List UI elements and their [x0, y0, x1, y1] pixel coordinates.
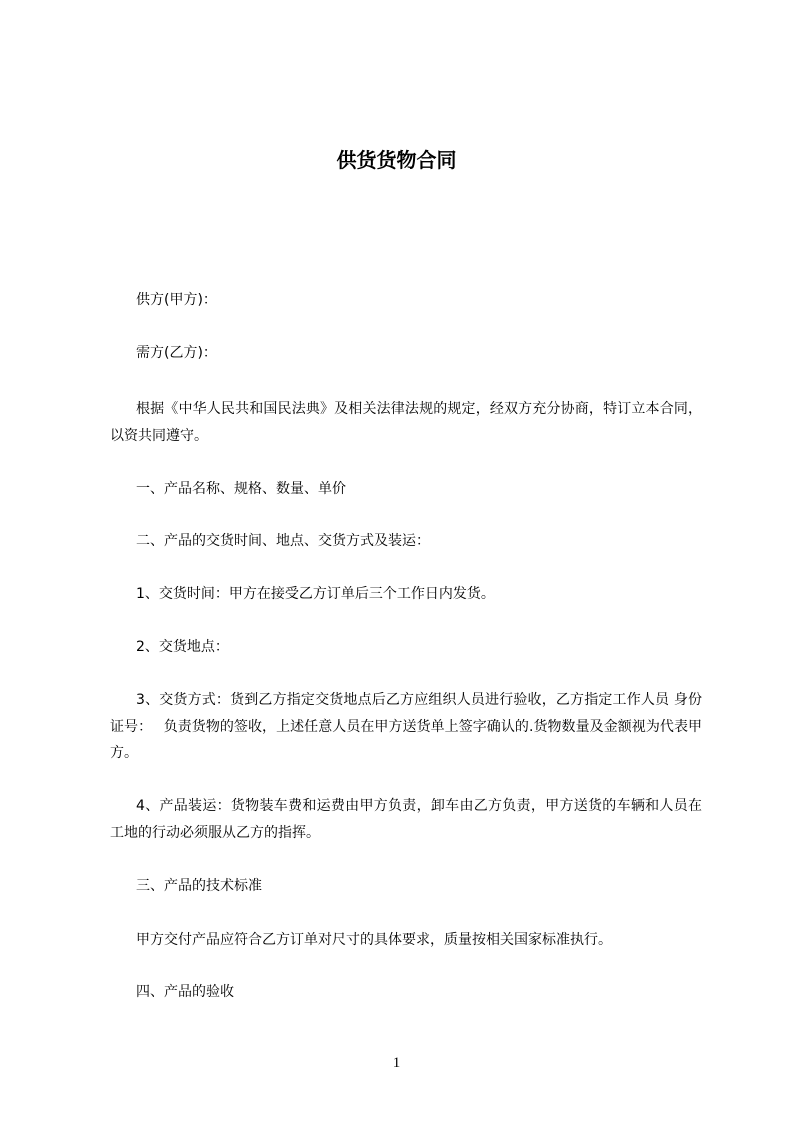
supplier-party: 供方(甲方)： — [136, 292, 217, 308]
section-2-heading: 二、产品的交货时间、地点、交货方式及装运： — [136, 533, 430, 549]
page-number: 1 — [392, 1055, 401, 1071]
clause-delivery-time: 1、交货时间：甲方在接受乙方订单后三个工作日内发货。 — [136, 586, 495, 602]
clause-delivery-place: 2、交货地点： — [136, 639, 229, 655]
section-4-heading: 四、产品的验收 — [136, 984, 234, 1000]
clause-shipping: 4、产品装运：货物装车费和运费由甲方负责，卸车由乙方负责，甲方送货的车辆和人员在工地的行动必须服从乙方的指挥。 — [110, 798, 702, 841]
document-title: 供货货物合同 — [336, 148, 457, 172]
clause-delivery-method: 3、交货方式：货到乙方指定交货地点后乙方应组织人员进行验收，乙方指定工作人员 身份证号： 负责货物的签收，上述任意人员在甲方送货单上签字确认的.货物数量及金额视为代表甲方。 — [110, 692, 702, 761]
preamble: 根据《中华人民共和国民法典》及相关法律法规的规定，经双方充分协商，特订立本合同，以资共同遵守。 — [110, 401, 702, 444]
section-3-heading: 三、产品的技术标准 — [136, 878, 262, 894]
buyer-party: 需方(乙方)： — [136, 345, 217, 361]
section-1-heading: 一、产品名称、规格、数量、单价 — [136, 481, 346, 497]
clause-technical-standard: 甲方交付产品应符合乙方订单对尺寸的具体要求，质量按相关国家标准执行。 — [136, 932, 612, 948]
